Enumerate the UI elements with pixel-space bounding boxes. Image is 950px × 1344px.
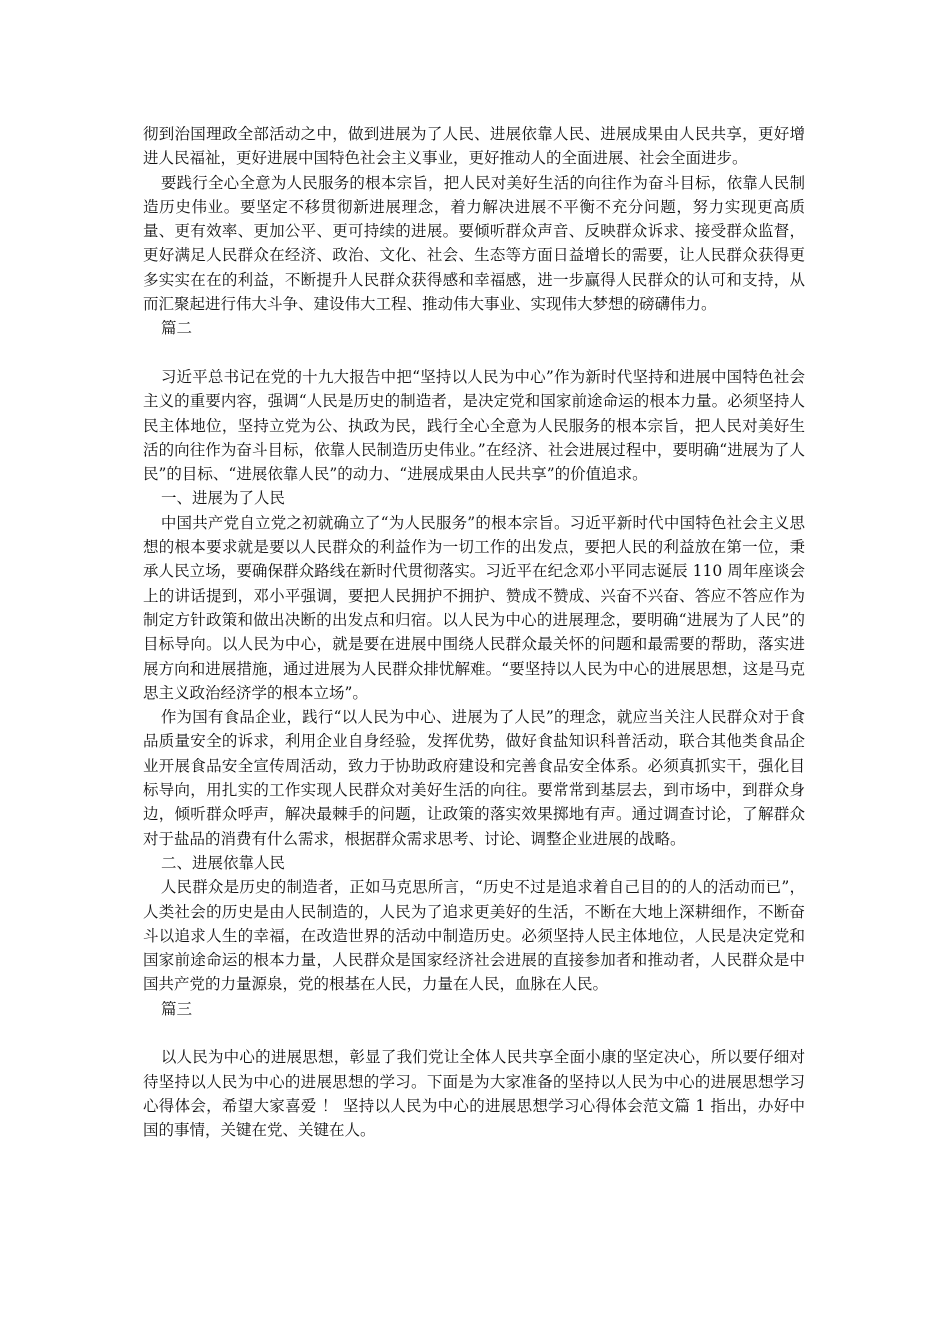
document-page (143, 122, 805, 1142)
section-heading-one: 一、进展为了人民 (161, 489, 286, 508)
paragraph-food-enterprise: 作为国有食品企业，践行“以人民为中心、进展为了人民”的理念，就应当关注人民群众对于食品质量安全的诉求，利用企业自身经验，发挥优势，做好食盐知识科普活动，联合其他类食品企业开展食品安全宣传周活动，致力于协助政府建设和完善食品安全体系。必须真抓实干，强化目标导向，用扎实的工作实现人民群众对美好生活的向往。要常常到基层去，到市场中，到群众身边，倾听群众呼声，解决最棘手的问题，让政策的落实效果掷地有声。通过调查讨论，了解群众对于盐品的消费有什么需求，根据群众需求思考、讨论、调整企业进展的战略。 (143, 708, 805, 848)
part-heading-three: 篇三 (161, 999, 193, 1018)
paragraph-serve-people: 要践行全心全意为人民服务的根本宗旨，把人民对美好生活的向往作为奋斗目标，依靠人民制造历史伟业。要坚定不移贯彻新进展理念，着力解决进展不平衡不充分问题，努力实现更高质量、更有效率、更加公平、更可持续的进展。要倾听群众声音、反映群众诉求、接受群众监督，更好满足人民群众在经济、政治、文化、社会、生态等方面日益增长的需要，让人民群众获得更多实实在在的利益，不断提升人民群众获得感和幸福感，进一步赢得人民群众的认可和支持，从而汇聚起进行伟大斗争、建设伟大工程、推动伟大事业、实现伟大梦想的磅礴伟力。 (143, 173, 805, 314)
paragraph-rely-on-people: 人民群众是历史的制造者，正如马克思所言，“历史不过是追求着自己目的的人的活动而已”，人类社会的历史是由人民制造的，人民为了追求更美好的生活，不断在大地上深耕细作，不断奋斗以追求人生的幸福，在改造世界的活动中制造历史。必须坚持人民主体地位，人民是决定党和国家前途命运的根本力量，人民群众是国家经济社会进展的直接参加者和推动者，人民群众是中国共产党的力量源泉，党的根基在人民，力量在人民，血脉在人民。 (143, 878, 805, 994)
blank-line (143, 341, 805, 365)
blank-line (143, 1021, 805, 1045)
section-heading-two: 二、进展依靠人民 (161, 853, 286, 872)
paragraph-part-three: 以人民为中心的进展思想，彰显了我们党让全体人民共享全面小康的坚定决心，所以要仔细对待坚持以人民为中心的进展思想的学习。下面是为大家准备的坚持以人民为中心的进展思想学习心得体会，希望大家喜爱 ！ 坚持以人民为中心的进展思想学习心得体会范文篇 1 指出，办好中国的事情，关键在党、关键在人。 (143, 1048, 805, 1140)
part-heading-two: 篇二 (161, 319, 193, 338)
paragraph-continuation: 彻到治国理政全部活动之中，做到进展为了人民、进展依靠人民、进展成果由人民共享，更好增进人民福祉，更好进展中国特色社会主义事业，更好推动人的全面进展、社会全面进步。 (143, 125, 805, 168)
paragraph-report-intro: 习近平总书记在党的十九大报告中把“坚持以人民为中心”作为新时代坚持和进展中国特色社会主义的重要内容，强调“人民是历史的制造者，是决定党和国家前途命运的根本力量。必须坚持人民主体地位，坚持立党为公、执政为民，践行全心全意为人民服务的根本宗旨，把人民对美好生活的向往作为奋斗目标，依靠人民制造历史伟业。”在经济、社会进展过程中，要明确“进展为了人民”的目标、“进展依靠人民”的动力、“进展成果由人民共享”的价值追求。 (143, 367, 805, 484)
paragraph-purpose: 中国共产党自立党之初就确立了“为人民服务”的根本宗旨。习近平新时代中国特色社会主义思想的根本要求就是要以人民群众的利益作为一切工作的出发点，要把人民的利益放在第一位，秉承人民立场，要确保群众路线在新时代贯彻落实。习近平在纪念邓小平同志诞辰 110 周年座谈会上的讲话提到，邓小平强调，要把人民拥护不拥护、赞成不赞成、兴奋不兴奋、答应不答应作为制定方针政策和做出决断的出发点和归宿。以人民为中心的进展理念，要明确“进展为了人民”的目标导向。以人民为中心，就是要在进展中围绕人民群众最关怀的问题和最需要的帮助，落实进展方向和进展措施，通过进展为人民群众排忧解难。“要坚持以人民为中心的进展思想，这是马克思主义政治经济学的根本立场”。 (143, 513, 805, 702)
